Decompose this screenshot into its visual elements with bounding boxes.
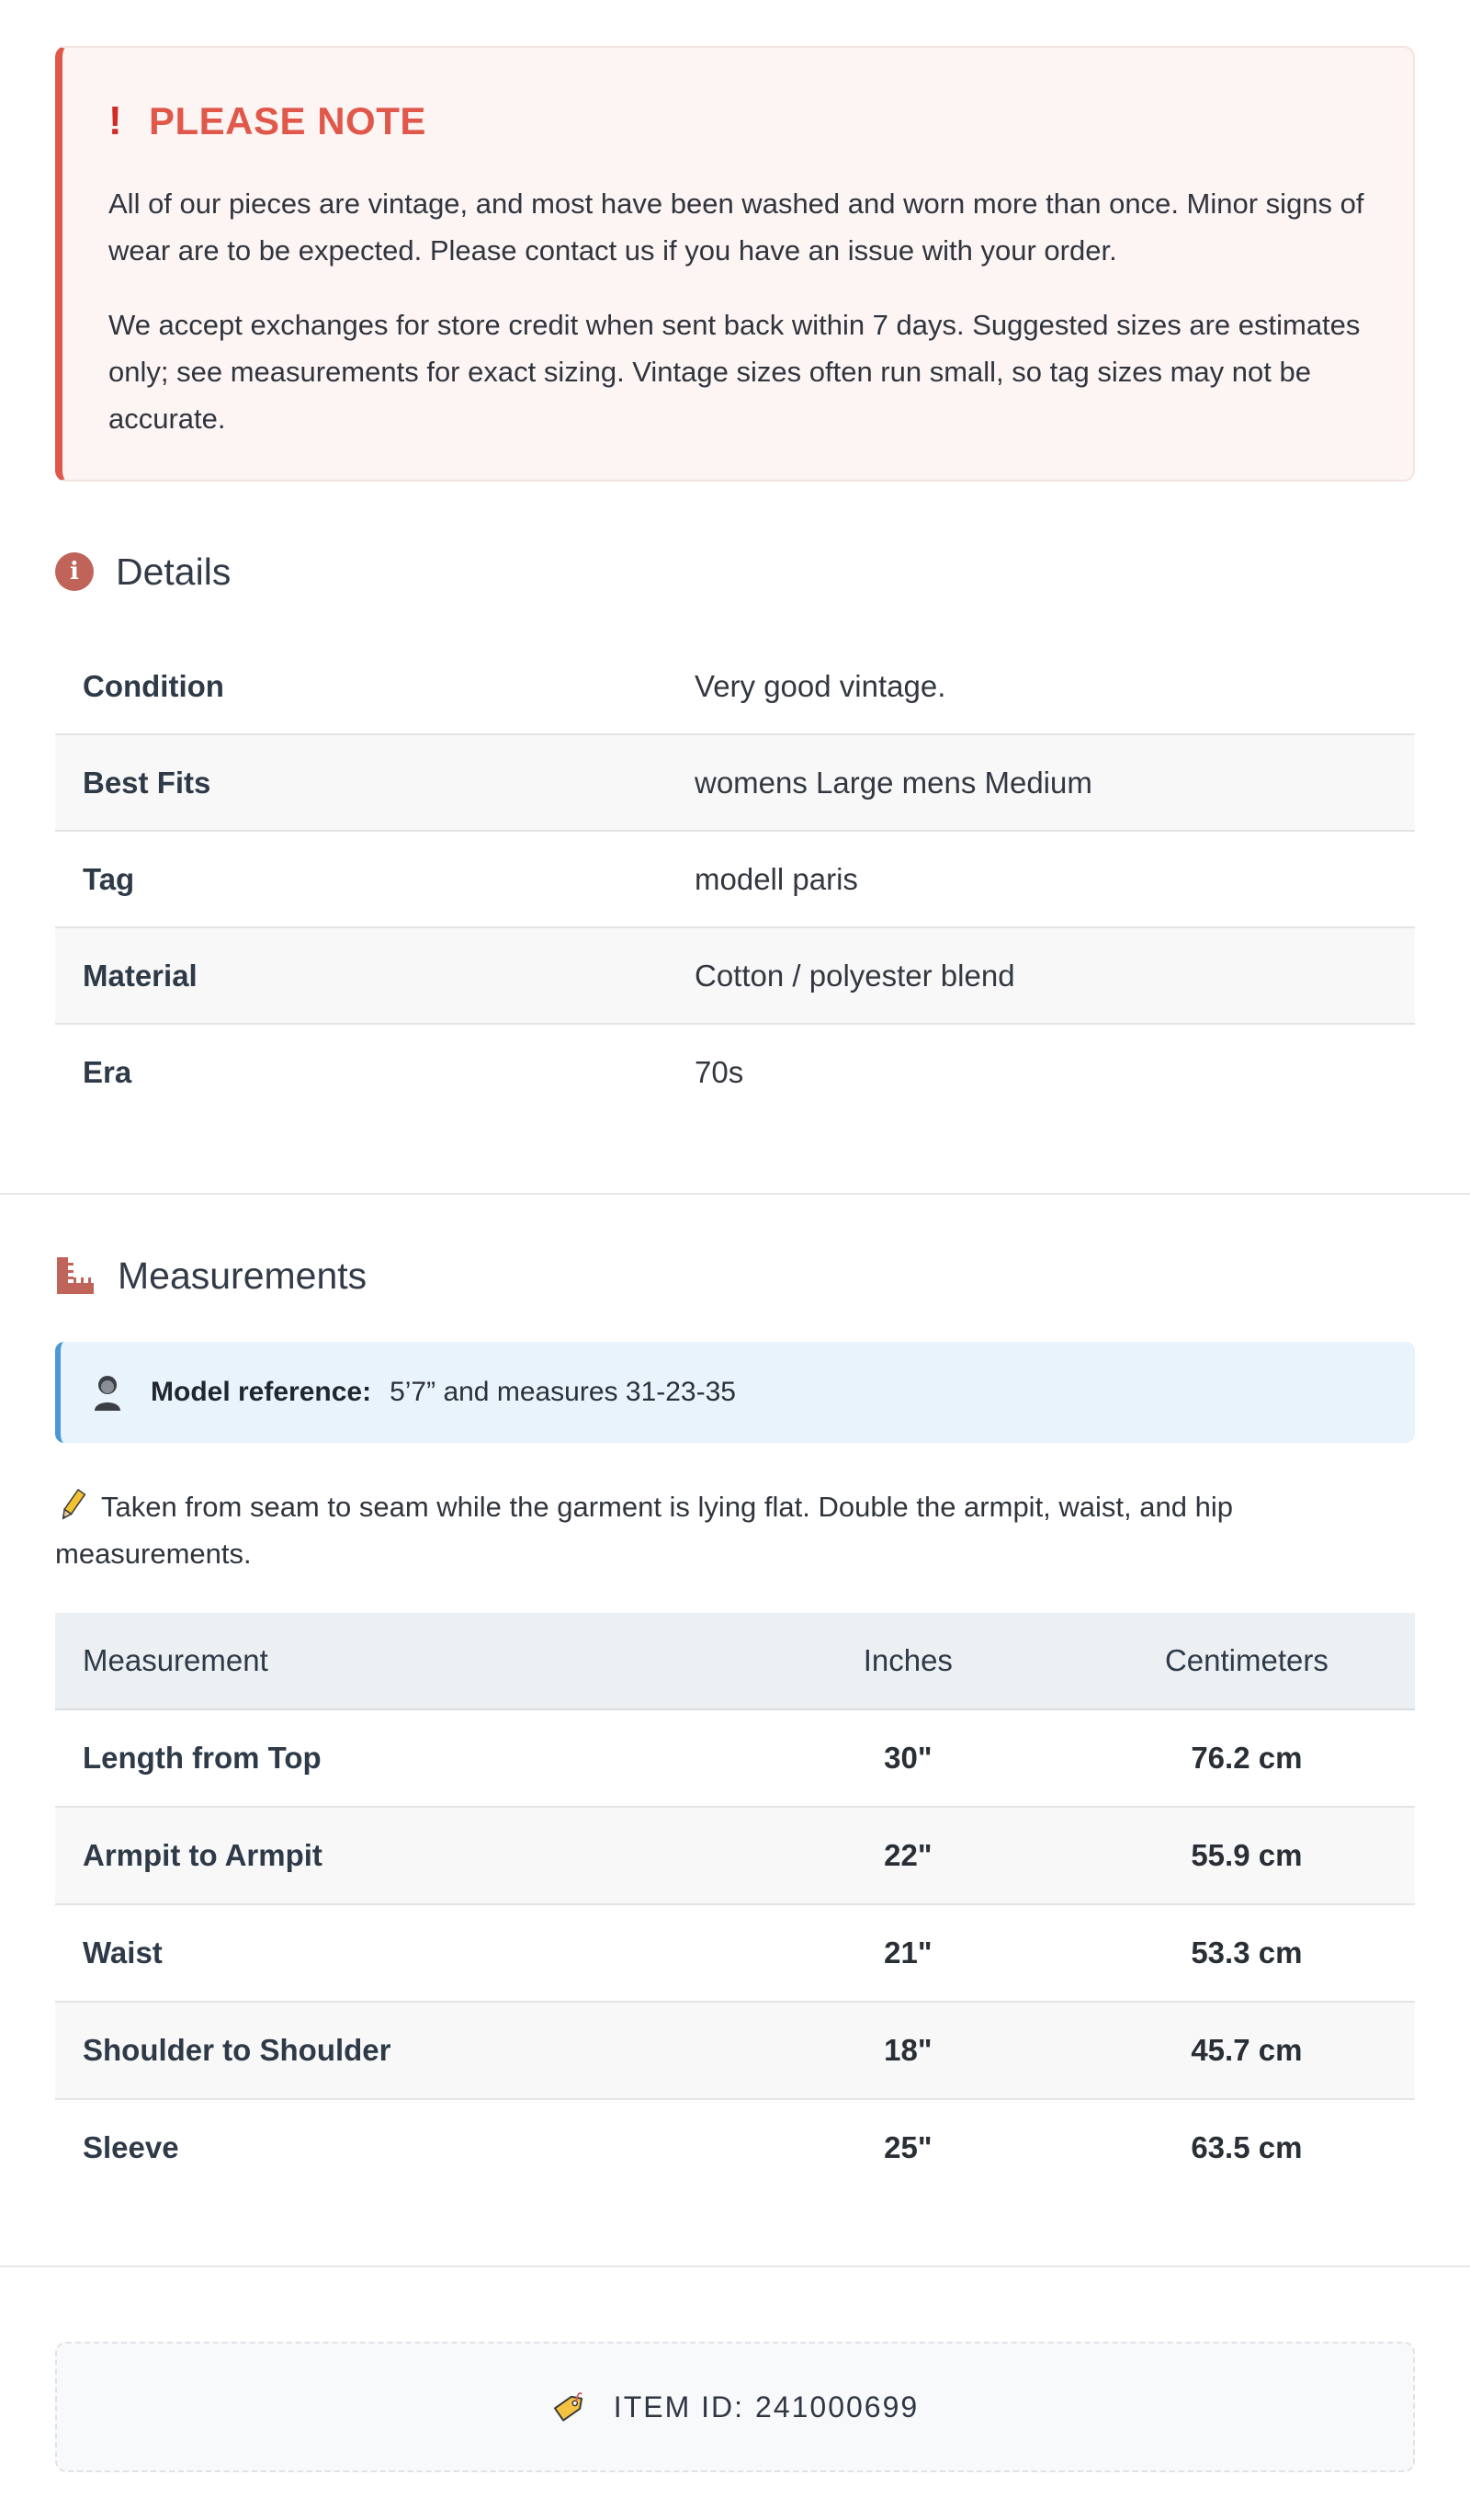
details-value: modell paris	[667, 831, 1415, 927]
measurement-inches: 22"	[738, 1807, 1079, 1904]
table-row	[55, 1709, 1415, 1807]
measurement-cm: 76.2 cm	[1079, 1709, 1415, 1807]
notice-title-text: PLEASE NOTE	[149, 99, 426, 142]
measurement-name: Shoulder to Shoulder	[55, 2002, 738, 2099]
please-note-box	[55, 46, 1415, 482]
column-header-measurement: Measurement	[55, 1613, 738, 1709]
column-header-inches: Inches	[738, 1613, 1079, 1709]
measurements-table-wrap	[55, 1613, 1415, 2196]
pencil-icon	[55, 1489, 88, 1522]
details-row-tag	[55, 831, 1415, 927]
tag-icon	[551, 2389, 588, 2425]
column-header-centimeters: Centimeters	[1079, 1613, 1415, 1709]
details-row-condition	[55, 639, 1415, 734]
model-reference-label: Model reference:	[151, 1377, 372, 1407]
table-row	[55, 1807, 1415, 1904]
measurement-cm: 63.5 cm	[1191, 2130, 1303, 2164]
measurement-name: Armpit to Armpit	[55, 1807, 738, 1904]
details-row-era	[55, 1024, 1415, 1119]
measurement-name: Waist	[55, 1904, 738, 2002]
measurement-cm: 53.3 cm	[1079, 1904, 1415, 2002]
details-label: Best Fits	[55, 734, 667, 831]
details-table-wrap	[55, 639, 1415, 1119]
details-label: Condition	[55, 639, 667, 734]
person-icon	[92, 1374, 123, 1411]
measurements-table	[55, 1613, 1415, 2196]
measurements-heading-text: Measurements	[118, 1254, 368, 1297]
notice-title	[108, 99, 1367, 143]
measurement-inches: 25"	[884, 2130, 933, 2164]
section-divider	[0, 2265, 1470, 2267]
details-row-material	[55, 927, 1415, 1024]
table-row	[55, 2099, 1415, 2196]
details-value: Very good vintage.	[667, 639, 1415, 734]
measurement-note-text: Taken from seam to seam while the garment is lying flat. Double the armpit, waist, and hip measurements.	[55, 1491, 1233, 1570]
notice-paragraph-1: All of our pieces are vintage, and most have been washed and worn more than once. Minor signs of wear are to be expected. Please contact us if you have an issue with your order.	[108, 187, 1364, 267]
measurement-name: Sleeve	[83, 2130, 179, 2164]
info-icon: i	[55, 552, 94, 591]
item-id-label: ITEM ID:	[613, 2389, 745, 2424]
measurement-cm: 55.9 cm	[1079, 1807, 1415, 1904]
details-row-best-fits	[55, 734, 1415, 831]
measurement-name: Length from Top	[55, 1709, 738, 1807]
table-row	[55, 2002, 1415, 2099]
model-reference-box	[55, 1342, 1415, 1443]
measurement-note	[55, 1483, 1415, 1577]
measurement-cm: 45.7 cm	[1079, 2002, 1415, 2099]
details-label: Era	[83, 1054, 132, 1089]
item-id-box	[55, 2342, 1415, 2472]
measurement-inches: 21"	[738, 1904, 1079, 2002]
table-header-row	[55, 1613, 1415, 1709]
details-value: 70s	[695, 1054, 744, 1089]
notice-paragraph-2: We accept exchanges for store credit when sent back within 7 days. Suggested sizes are estimates only; see measurements for exact sizing. Vintage sizes often run small, so tag sizes may not be accurate.	[108, 309, 1361, 435]
details-heading	[55, 544, 1415, 599]
details-table	[55, 639, 1415, 1119]
measurement-inches: 18"	[738, 2002, 1079, 2099]
details-heading-text: Details	[116, 550, 232, 593]
section-divider	[0, 1193, 1470, 1195]
measurement-inches: 30"	[738, 1709, 1079, 1807]
details-value: Cotton / polyester blend	[667, 927, 1415, 1024]
item-id-value: 241000699	[755, 2389, 920, 2424]
table-row	[55, 1904, 1415, 2002]
model-reference-value: 5’7” and measures 31-23-35	[390, 1377, 736, 1407]
details-label: Tag	[55, 831, 667, 927]
ruler-icon	[55, 1255, 96, 1296]
details-value: womens Large mens Medium	[667, 734, 1415, 831]
details-label: Material	[55, 927, 667, 1024]
measurements-heading	[55, 1248, 1415, 1303]
exclamation-icon: !	[108, 98, 123, 143]
